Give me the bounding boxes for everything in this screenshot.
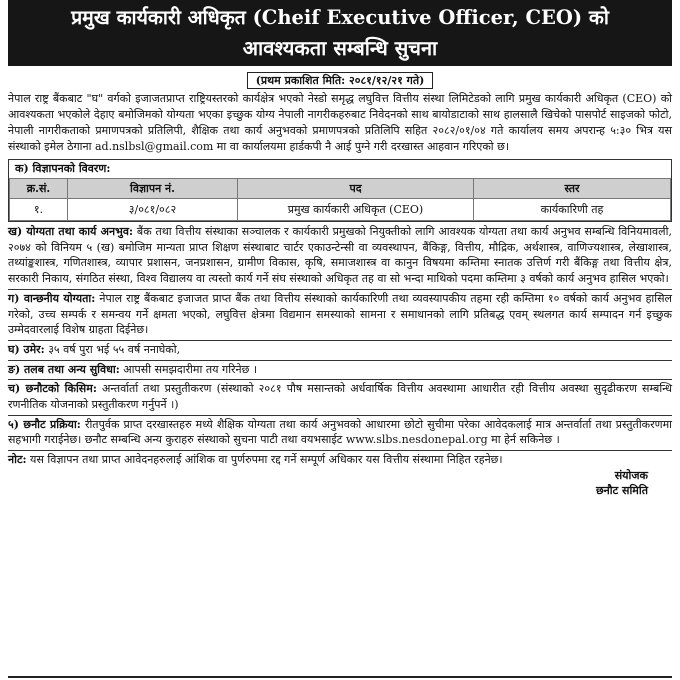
published-date: (प्रथम प्रकाशित मिति: २०८१/१२/२१ गते): [247, 72, 434, 89]
section-selection-type: [8, 381, 672, 412]
section-label: घ) उमेर:: [8, 342, 45, 356]
section-label: नोट:: [8, 453, 27, 467]
cell-ad-number: ३/०८१/०८२: [68, 199, 238, 221]
section-qualification: [8, 224, 672, 287]
signature-committee: छनौट समिति: [595, 483, 648, 497]
intro-paragraph: नेपाल राष्ट्र बैंकबाट "घ" वर्गको इजाजतप्राप्त राष्ट्रियस्तरको कार्यक्षेत्र भएको नेस्डो समृद्ध लघुवित्त वित्तीय संस्था लिमिटेडको लागि प्रमुख कार्यकारी अधिकृत (CEO) को आवश्यकता भएकोले देहाए बमोजिमको योग्यता भएका इच्छुक योग्य नेपाली नागरीकहरुबाट निवेदनको साथ बायोडाटाको साथ हालसालै खिचेको पासपोर्ट साइजको फोटो, नेपाली नागरीकताको प्रमाणपत्रको प्रतिलिपी, शैक्षिक तथा कार्य अनुभवको प्रमाणपत्रको प्रतिलिपि सहित २०८२/०१/०४ गते कार्यालय समय अपरान्ह ५:३० भित्र यस संस्थाको इमेल ठेगाना ad.nslbsl@gmail.com मा वा कार्यालयमा हार्डकपी नै आई पुग्ने गरी दरखास्त आहवान गरिएको छ।: [8, 92, 672, 153]
section-label: च) छनौटको किसिम:: [8, 382, 97, 396]
bottom-divider: [8, 676, 672, 678]
section-divider: [8, 360, 672, 361]
section-age: [8, 342, 672, 358]
table-row: [10, 199, 671, 221]
section-divider: [8, 379, 672, 380]
section-text: यस विज्ञापन तथा प्राप्त आवेदनहरुलाई आंशिक वा पुर्णरुपमा रद्द गर्ने सम्पूर्ण अधिकार यस वित्तीय संस्थामा निहित रहनेछ।: [26, 453, 503, 467]
section-selection-process: [8, 417, 672, 448]
section-divider: [8, 450, 672, 451]
section-divider: [8, 289, 672, 290]
section-text: आपसी समझदारीमा तय गरिनेछ ।: [119, 362, 258, 376]
notice-header: [8, 0, 672, 66]
ad-details-table: [9, 178, 671, 221]
column-header-ad-number: विज्ञापन नं.: [68, 179, 238, 199]
notice-title-line2: आवश्यकता सम्बन्धि सुचना: [242, 36, 438, 60]
section-label: ङ) तलब तथा अन्य सुविधा:: [8, 362, 120, 376]
section-salary: [8, 362, 672, 378]
notice-body: [8, 224, 672, 468]
column-header-position: पद: [238, 179, 474, 199]
section-note: [8, 452, 672, 468]
section-text: बैंक तथा वित्तीय संस्थाका सञ्चालक र कार्यकारी प्रमुखको नियुक्तीको लागि आवश्यक योग्यता तथा कार्य अनुभव सम्बन्धि विनियमावली, २०७४ को विनियम ५ (ख) बमोजिम मान्यता प्राप्त शिक्षण संस्थाबाट चार्टर एकाउन्टेन्सी वा व्यवस्थापन, बैंकिङ्ग, वित्तीय, मौद्रिक, अर्थशास्त्र, वाणिज्यशास्त्र, लेखाशास्त्र, तथ्यांङ्कशास्त्र, गणितशास्त्र, व्यापार प्रशासन, जनप्रशासन, ग्रामीण विकास, कृषि, समाजशास्त्र वा कानुन विषयमा कम्तिमा स्नातक उत्तिर्ण गरी बैंकिङ्ग तथा वित्तीय क्षेत्र, सरकारी निकाय, संगठित संस्था, विश्व विद्यालय वा त्यस्तो कार्य गर्ने संघ संस्थाको अधिकृत तह वा सो भन्दा माथिको पदमा कम्तिमा ३ वर्षको कार्य अनुभव हासिल भएको।: [8, 225, 672, 286]
published-date-row: [8, 69, 672, 89]
notice-title-line1: प्रमुख कार्यकारी अधिकृत (Cheif Executive Officer, CEO) को: [71, 6, 609, 29]
section-text: अन्तर्वार्ता तथा प्रस्तुतीकरण (संस्थाको २०८१ पौष मसान्तको अर्धवार्षिक वित्तीय अवस्थामा आधारीत रही वित्तीय अवस्था सुदृढीकरण सम्बन्धि रणनीतिक योजनाको प्रस्तुतीकरण गर्नुपर्ने ।): [8, 382, 672, 412]
section-label: ग) वान्छनीय योग्यता:: [8, 291, 96, 305]
section-divider: [8, 340, 672, 341]
cell-serial: १.: [10, 199, 68, 221]
section-text: नेपाल राष्ट्र बैंकबाट इजाजत प्राप्त बैंक तथा वित्तीय संस्थाको कार्यकारिणी तथा व्यवस्यापकीय तहमा रही कम्तिमा १० वर्षको कार्य अनुभव हासिल गरेको, उच्च सम्पर्क र समन्वय गर्ने क्षमता भएको, लघुवित्त क्षेत्रमा विद्यमान समस्याको सामना र समाधानको लागि प्रतिबद्ध एवम् स्थलगत कार्य सम्पादन गर्न इच्छुक उम्मेदवारलाई विशेष ग्राहता दिईनेछ।: [8, 291, 672, 337]
table-header-row: [10, 179, 671, 199]
ad-details-box: [8, 159, 672, 222]
cell-level: कार्यकारिणी तह: [474, 199, 671, 221]
signature-title: संयोजक: [614, 468, 648, 482]
section-preferred: [8, 291, 672, 338]
column-header-level: स्तर: [474, 179, 671, 199]
cell-position: प्रमुख कार्यकारी अधिकृत (CEO): [238, 199, 474, 221]
ad-details-title: क) विज्ञापनको विवरण:: [15, 162, 111, 175]
section-divider: [8, 415, 672, 416]
section-text: ३५ वर्ष पुरा भई ५५ वर्ष ननाघेको,: [44, 342, 181, 356]
section-label: ख) योग्यता तथा कार्य अनभुव:: [8, 225, 134, 238]
section-text: रीतपुर्वक प्राप्त दरखास्तहरु मध्ये शैक्षिक योग्यता तथा कार्य अनुभवको आधारमा छोटो सुचीमा परेका आवेदकलाई मात्र अन्तर्वार्ता तथा प्रस्तुतीकरणमा सहभागी गराईनेछ। छनौट सम्बन्धि अन्य कुराहरु संस्थाको सुचना पाटी तथा वयभसाईट www.slbs.nesdonepal.org मा हेर्न सकिनेछ ।: [8, 417, 672, 447]
column-header-serial: क्र.सं.: [10, 179, 68, 199]
section-label: ५) छनौट प्रक्रिया:: [8, 417, 81, 431]
signature-block: [8, 468, 672, 498]
